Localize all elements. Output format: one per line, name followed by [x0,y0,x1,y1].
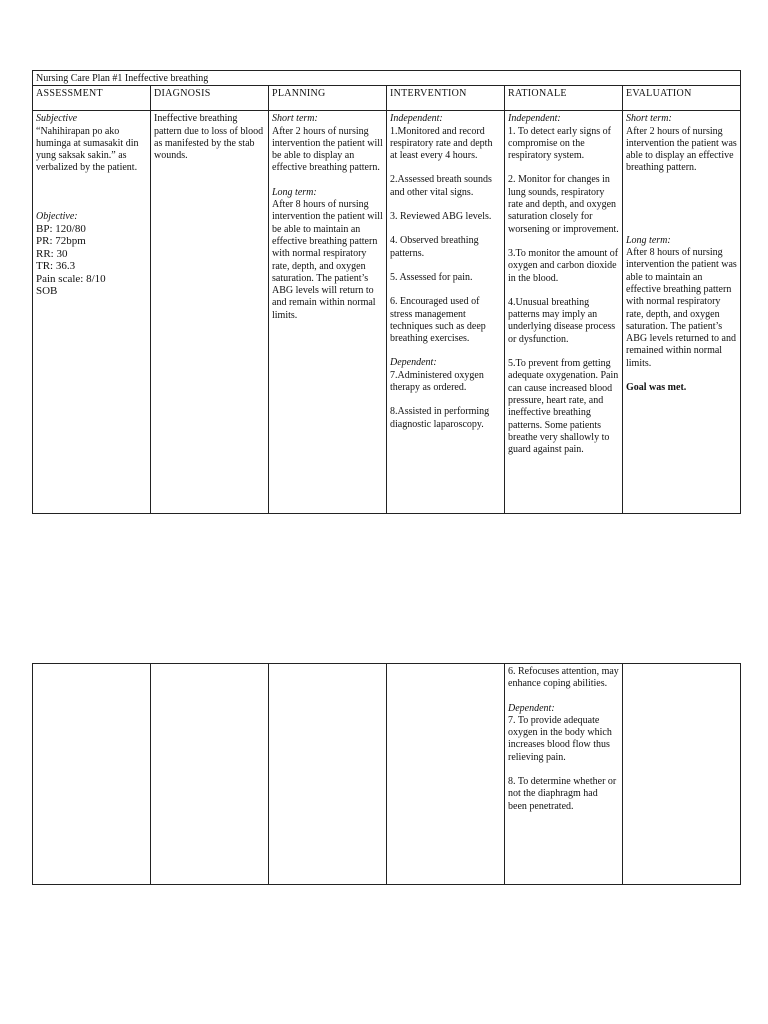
header-planning: PLANNING [269,86,387,111]
assessment-cell-continued [33,664,151,885]
planning-short-text: After 2 hours of nursing intervention the patient will be able to display an effective breathing pattern. [272,125,383,174]
intervention-item: 3. Reviewed ABG levels. [390,211,492,223]
planning-long-text: After 8 hours of nursing intervention the patient will be able to maintain an effective breathing pattern with normal respiratory rate, depth, and oxygen saturation. The patient’s ABG levels will return to and remain within normal limits. [272,199,383,321]
rationale-dependent-label: Dependent: [508,702,555,714]
intervention-item: 2.Assessed breath sounds and other vital signs. [390,174,492,198]
rationale-item: 1. To detect early signs of compromise on the respiratory system. [508,125,611,162]
care-plan-table [32,70,741,514]
rationale-item: 3.To monitor the amount of oxygen and carbon dioxide in the blood. [508,247,619,284]
evaluation-cell [623,111,741,514]
header-evaluation: EVALUATION [623,86,741,111]
intervention-independent-label: Independent: [390,113,443,125]
diagnosis-cell [151,111,269,514]
objective-label: Objective: [36,210,78,222]
header-rationale: RATIONALE [505,86,623,111]
vital-pr: PR: 72bpm [36,235,86,248]
rationale-item: 4.Unusual breathing patterns may imply an underlying disease process or dysfunction. [508,296,616,345]
intervention-item: 8.Assisted in performing diagnostic laparoscopy. [390,406,490,430]
content-row [33,111,741,514]
care-plan-table-continued [32,663,741,885]
vital-bp: BP: 120/80 [36,223,86,236]
rationale-item: 6. Refocuses attention, may enhance coping abilities. [508,666,619,690]
planning-long-label: Long term: [272,186,317,198]
rationale-item: 5.To prevent from getting adequate oxygenation. Pain can cause increased blood pressure, heart rate, and ineffective breathing patterns. Some patients breathe very shallowly to guard against pain. [508,358,619,456]
rationale-item: 2. Monitor for changes in lung sounds, respiratory rate and depth, and oxygen saturation closely for worsening or improvement. [508,174,619,235]
vital-pain-scale: Pain scale: 8/10 [36,272,106,285]
evaluation-short-label: Short term: [626,113,672,125]
subjective-label: Subjective [36,113,78,125]
intervention-item: 7.Administered oxygen therapy as ordered. [390,369,484,394]
header-row [33,86,741,111]
assessment-cell [33,111,151,514]
intervention-item: 4. Observed breathing patterns. [390,235,479,259]
subjective-text: “Nahihirapan po ako huminga at sumasakit din yung saksak sakin.” as verbalized by the patient. [36,125,139,174]
intervention-cell-continued [387,664,505,885]
planning-cell-continued [269,664,387,885]
rationale-item: 8. To determine whether or not the diaphragm had been penetrated. [508,776,617,812]
intervention-dependent-label: Dependent: [390,357,437,369]
diagnosis-cell-continued [151,664,269,885]
vital-rr: RR: 30 [36,247,68,260]
rationale-independent-label: Independent: [508,113,561,125]
care-plan-title: Nursing Care Plan #1 Ineffective breathing [33,71,741,86]
evaluation-long-text: After 8 hours of nursing intervention the patient was able to maintain an effective breathing pattern with normal respiratory rate, depth, and oxygen saturation. The patient’s ABG levels returned to and remained within normal limits. [626,247,737,369]
rationale-item: 7. To provide adequate oxygen in the body which increases blood flow thus relieving pain. [508,714,612,763]
title-row [33,71,741,86]
intervention-item: 5. Assessed for pain. [390,271,473,283]
planning-short-label: Short term: [272,113,318,125]
intervention-cell [387,111,505,514]
header-diagnosis: DIAGNOSIS [151,86,269,111]
vital-sob: SOB [36,285,58,298]
goal-status: Goal was met. [626,382,687,394]
planning-cell [269,111,387,514]
rationale-cell [505,111,623,514]
header-intervention: INTERVENTION [387,86,505,111]
evaluation-cell-continued [623,664,741,885]
intervention-item: 1.Monitored and record respiratory rate and depth at least every 4 hours. [390,125,493,162]
content-row [33,664,741,885]
header-assessment: ASSESSMENT [33,86,151,111]
vital-tr: TR: 36.3 [36,260,76,273]
diagnosis-text: Ineffective breathing pattern due to loss of blood as manifested by the stab wounds. [154,113,264,162]
rationale-cell-continued [505,664,623,885]
evaluation-long-label: Long term: [626,234,671,246]
evaluation-short-text: After 2 hours of nursing intervention the patient was able to display an effective breathing pattern. [626,125,737,174]
intervention-item: 6. Encouraged used of stress management techniques such as deep breathing exercises. [390,296,486,345]
